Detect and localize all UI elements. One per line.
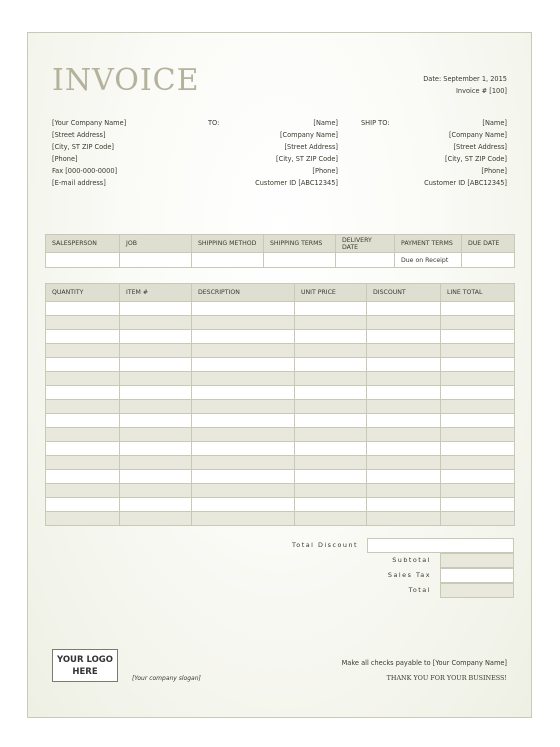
invoice-title: INVOICE bbox=[52, 63, 200, 98]
description-cell[interactable] bbox=[192, 330, 295, 344]
quantity-cell[interactable] bbox=[46, 386, 120, 400]
header-line-total: LINE TOTAL bbox=[441, 284, 515, 302]
payment-terms-cell[interactable]: Due on Receipt bbox=[395, 253, 462, 268]
item-number-cell[interactable] bbox=[120, 498, 192, 512]
description-cell[interactable] bbox=[192, 400, 295, 414]
discount-cell[interactable] bbox=[367, 428, 441, 442]
sender-line: [Phone] bbox=[52, 155, 78, 163]
header-job: JOB bbox=[120, 235, 192, 253]
shipping-terms-cell[interactable] bbox=[264, 253, 336, 268]
line-total-cell[interactable] bbox=[441, 386, 515, 400]
item-number-cell[interactable] bbox=[120, 512, 192, 526]
subtotal-field[interactable] bbox=[440, 553, 514, 568]
line-total-cell[interactable] bbox=[441, 372, 515, 386]
subtotal-label: Subtotal bbox=[392, 556, 431, 564]
description-cell[interactable] bbox=[192, 344, 295, 358]
unit-price-cell[interactable] bbox=[295, 470, 367, 484]
unit-price-cell[interactable] bbox=[295, 442, 367, 456]
ship-to-line: [Street Address] bbox=[453, 143, 507, 151]
line-total-cell[interactable] bbox=[441, 428, 515, 442]
item-number-cell[interactable] bbox=[120, 428, 192, 442]
quantity-cell[interactable] bbox=[46, 372, 120, 386]
job-cell[interactable] bbox=[120, 253, 192, 268]
payable-note: Make all checks payable to [Your Company Name] bbox=[341, 659, 507, 667]
unit-price-cell[interactable] bbox=[295, 372, 367, 386]
table-row bbox=[46, 512, 515, 526]
total-discount-field[interactable] bbox=[367, 538, 514, 553]
ship-to-line: Customer ID [ABC12345] bbox=[424, 179, 507, 187]
recipient-line: [City, ST ZIP Code] bbox=[276, 155, 338, 163]
item-number-cell[interactable] bbox=[120, 316, 192, 330]
shipping-method-cell[interactable] bbox=[192, 253, 264, 268]
line-total-cell[interactable] bbox=[441, 442, 515, 456]
item-number-cell[interactable] bbox=[120, 386, 192, 400]
discount-cell[interactable] bbox=[367, 456, 441, 470]
line-total-cell[interactable] bbox=[441, 512, 515, 526]
header-quantity: QUANTITY bbox=[46, 284, 120, 302]
discount-cell[interactable] bbox=[367, 386, 441, 400]
order-info-table bbox=[45, 234, 515, 268]
sender-line: [E-mail address] bbox=[52, 179, 106, 187]
discount-cell[interactable] bbox=[367, 330, 441, 344]
item-number-cell[interactable] bbox=[120, 442, 192, 456]
salesperson-cell[interactable] bbox=[46, 253, 120, 268]
description-cell[interactable] bbox=[192, 316, 295, 330]
sender-line: [City, ST ZIP Code] bbox=[52, 143, 114, 151]
unit-price-cell[interactable] bbox=[295, 386, 367, 400]
item-number-cell[interactable] bbox=[120, 330, 192, 344]
header-shipping-method: SHIPPING METHOD bbox=[192, 235, 264, 253]
quantity-cell[interactable] bbox=[46, 456, 120, 470]
invoice-number: Invoice # [100] bbox=[455, 87, 507, 95]
description-cell[interactable] bbox=[192, 302, 295, 316]
quantity-cell[interactable] bbox=[46, 498, 120, 512]
recipient-line: [Company Name] bbox=[279, 131, 338, 139]
line-total-cell[interactable] bbox=[441, 498, 515, 512]
line-total-cell[interactable] bbox=[441, 358, 515, 372]
quantity-cell[interactable] bbox=[46, 442, 120, 456]
header-due-date: DUE DATE bbox=[462, 235, 515, 253]
header-salesperson: SALESPERSON bbox=[46, 235, 120, 253]
ship-to-address bbox=[424, 117, 507, 189]
item-number-cell[interactable] bbox=[120, 344, 192, 358]
quantity-cell[interactable] bbox=[46, 330, 120, 344]
unit-price-cell[interactable] bbox=[295, 316, 367, 330]
line-total-cell[interactable] bbox=[441, 484, 515, 498]
table-row bbox=[46, 302, 515, 316]
item-number-cell[interactable] bbox=[120, 484, 192, 498]
to-label: TO: bbox=[208, 119, 220, 127]
line-items-table bbox=[45, 283, 515, 526]
item-number-cell[interactable] bbox=[120, 302, 192, 316]
header-shipping-terms: SHIPPING TERMS bbox=[264, 235, 336, 253]
table-row bbox=[46, 372, 515, 386]
recipient-address bbox=[233, 117, 338, 189]
unit-price-cell[interactable] bbox=[295, 330, 367, 344]
recipient-line: Customer ID [ABC12345] bbox=[255, 179, 338, 187]
quantity-cell[interactable] bbox=[46, 470, 120, 484]
quantity-cell[interactable] bbox=[46, 400, 120, 414]
quantity-cell[interactable] bbox=[46, 358, 120, 372]
header-payment-terms: PAYMENT TERMS bbox=[395, 235, 462, 253]
unit-price-cell[interactable] bbox=[295, 456, 367, 470]
line-total-cell[interactable] bbox=[441, 344, 515, 358]
item-number-cell[interactable] bbox=[120, 372, 192, 386]
discount-cell[interactable] bbox=[367, 470, 441, 484]
line-total-cell[interactable] bbox=[441, 470, 515, 484]
unit-price-cell[interactable] bbox=[295, 428, 367, 442]
sales-tax-label: Sales Tax bbox=[387, 571, 431, 579]
header-discount: DISCOUNT bbox=[367, 284, 441, 302]
sender-line: [Your Company Name] bbox=[52, 119, 127, 127]
ship-to-label: SHIP TO: bbox=[361, 119, 390, 127]
ship-to-line: [Phone] bbox=[481, 167, 507, 175]
discount-cell[interactable] bbox=[367, 484, 441, 498]
ship-to-line: [Name] bbox=[482, 119, 507, 127]
description-cell[interactable] bbox=[192, 442, 295, 456]
due-date-cell[interactable] bbox=[462, 253, 515, 268]
recipient-line: [Street Address] bbox=[284, 143, 338, 151]
description-cell[interactable] bbox=[192, 512, 295, 526]
recipient-line: [Name] bbox=[313, 119, 338, 127]
discount-cell[interactable] bbox=[367, 414, 441, 428]
discount-cell[interactable] bbox=[367, 498, 441, 512]
unit-price-cell[interactable] bbox=[295, 414, 367, 428]
line-total-cell[interactable] bbox=[441, 316, 515, 330]
total-label: Total bbox=[408, 586, 431, 594]
header-unit-price: UNIT PRICE bbox=[295, 284, 367, 302]
discount-cell[interactable] bbox=[367, 372, 441, 386]
item-number-cell[interactable] bbox=[120, 456, 192, 470]
description-cell[interactable] bbox=[192, 428, 295, 442]
company-slogan: [Your company slogan] bbox=[132, 675, 201, 682]
table-row bbox=[46, 498, 515, 512]
unit-price-cell[interactable] bbox=[295, 400, 367, 414]
line-total-cell[interactable] bbox=[441, 302, 515, 316]
discount-cell[interactable] bbox=[367, 400, 441, 414]
description-cell[interactable] bbox=[192, 414, 295, 428]
header-delivery-date: DELIVERY DATE bbox=[336, 235, 395, 253]
item-number-cell[interactable] bbox=[120, 470, 192, 484]
total-field[interactable] bbox=[440, 583, 514, 598]
item-number-cell[interactable] bbox=[120, 414, 192, 428]
quantity-cell[interactable] bbox=[46, 512, 120, 526]
ship-to-line: [City, ST ZIP Code] bbox=[445, 155, 507, 163]
description-cell[interactable] bbox=[192, 456, 295, 470]
discount-cell[interactable] bbox=[367, 442, 441, 456]
date-block bbox=[423, 73, 507, 97]
quantity-cell[interactable] bbox=[46, 484, 120, 498]
line-total-cell[interactable] bbox=[441, 400, 515, 414]
quantity-cell[interactable] bbox=[46, 344, 120, 358]
table-row bbox=[46, 414, 515, 428]
table-row bbox=[46, 456, 515, 470]
item-number-cell[interactable] bbox=[120, 400, 192, 414]
description-cell[interactable] bbox=[192, 372, 295, 386]
unit-price-cell[interactable] bbox=[295, 484, 367, 498]
quantity-cell[interactable] bbox=[46, 414, 120, 428]
discount-cell[interactable] bbox=[367, 302, 441, 316]
quantity-cell[interactable] bbox=[46, 316, 120, 330]
unit-price-cell[interactable] bbox=[295, 344, 367, 358]
description-cell[interactable] bbox=[192, 470, 295, 484]
unit-price-cell[interactable] bbox=[295, 498, 367, 512]
table-row bbox=[46, 386, 515, 400]
invoice-page bbox=[27, 32, 532, 718]
sales-tax-field[interactable] bbox=[440, 568, 514, 583]
description-cell[interactable] bbox=[192, 386, 295, 400]
table-row bbox=[46, 400, 515, 414]
logo-placeholder: YOUR LOGO HERE bbox=[52, 649, 118, 682]
description-cell[interactable] bbox=[192, 498, 295, 512]
table-row bbox=[46, 358, 515, 372]
header-description: DESCRIPTION bbox=[192, 284, 295, 302]
sender-address bbox=[52, 117, 126, 189]
line-total-cell[interactable] bbox=[441, 414, 515, 428]
table-row bbox=[46, 470, 515, 484]
unit-price-cell[interactable] bbox=[295, 358, 367, 372]
line-total-cell[interactable] bbox=[441, 330, 515, 344]
sender-line: Fax [000-000-0000] bbox=[52, 167, 118, 175]
invoice-date: Date: September 1, 2015 bbox=[423, 75, 507, 83]
table-row bbox=[46, 428, 515, 442]
table-row bbox=[46, 316, 515, 330]
table-row bbox=[46, 330, 515, 344]
discount-cell[interactable] bbox=[367, 512, 441, 526]
delivery-date-cell[interactable] bbox=[336, 253, 395, 268]
discount-cell[interactable] bbox=[367, 358, 441, 372]
description-cell[interactable] bbox=[192, 358, 295, 372]
table-row bbox=[46, 344, 515, 358]
quantity-cell[interactable] bbox=[46, 302, 120, 316]
discount-cell[interactable] bbox=[367, 316, 441, 330]
header-item-number: ITEM # bbox=[120, 284, 192, 302]
unit-price-cell[interactable] bbox=[295, 302, 367, 316]
description-cell[interactable] bbox=[192, 484, 295, 498]
table-row bbox=[46, 484, 515, 498]
table-row bbox=[46, 442, 515, 456]
quantity-cell[interactable] bbox=[46, 428, 120, 442]
item-number-cell[interactable] bbox=[120, 358, 192, 372]
line-total-cell[interactable] bbox=[441, 456, 515, 470]
unit-price-cell[interactable] bbox=[295, 512, 367, 526]
ship-to-line: [Company Name] bbox=[448, 131, 507, 139]
total-discount-label: Total Discount bbox=[291, 541, 358, 549]
discount-cell[interactable] bbox=[367, 344, 441, 358]
sender-line: [Street Address] bbox=[52, 131, 106, 139]
thank-you-note: THANK YOU FOR YOUR BUSINESS! bbox=[386, 674, 507, 682]
recipient-line: [Phone] bbox=[312, 167, 338, 175]
